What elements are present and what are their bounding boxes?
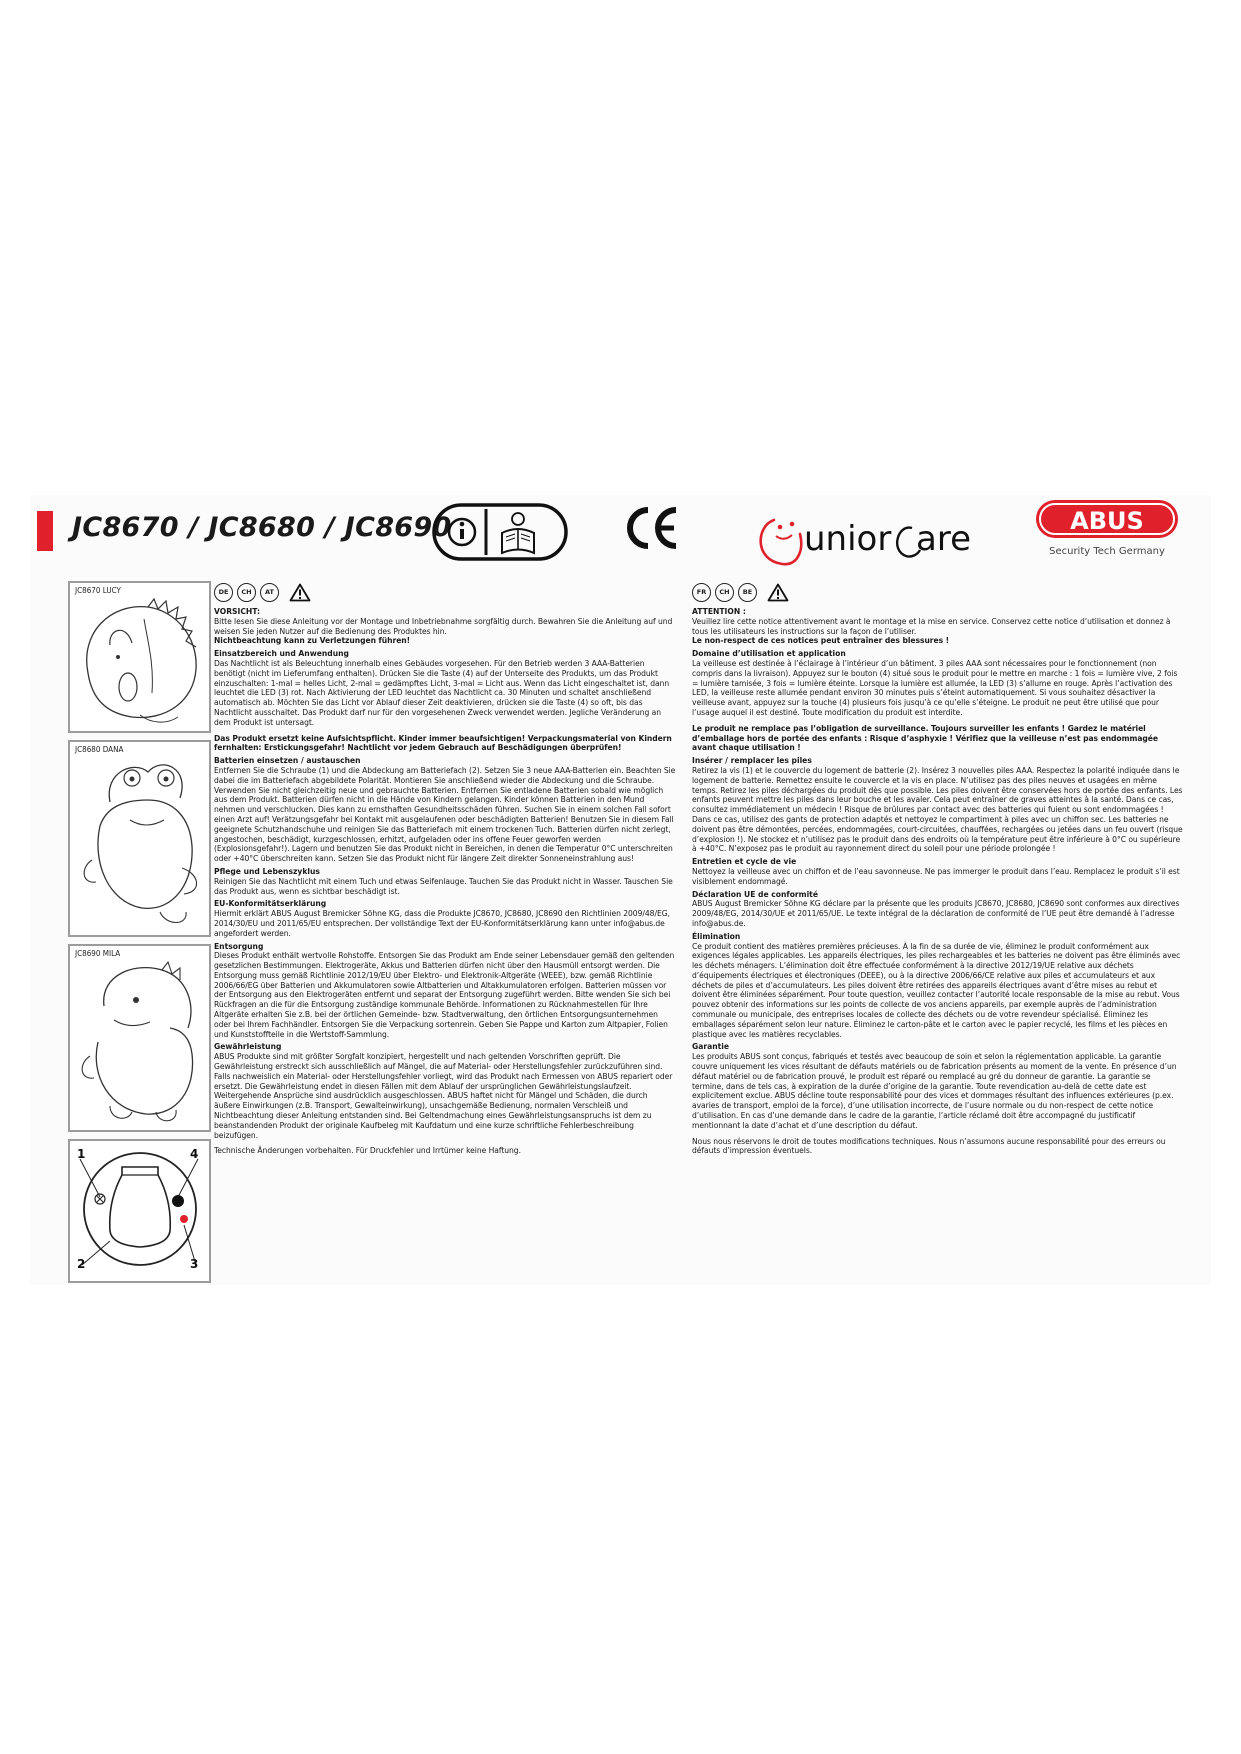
page-title: JC8670 / JC8680 / JC8690 <box>72 512 452 543</box>
section-disclaimer <box>214 1146 676 1156</box>
text-care: Reinigen Sie das Nachtlicht mit einem Tuch und etwas Seifenlauge. Tauchen Sie das Produkt nicht in Wasser. Tauschen Sie das Produkt aus, wenn es sichtbar beschädigt ist. <box>214 876 673 896</box>
section-supervision <box>692 724 1183 753</box>
product-frame-dana <box>68 740 211 937</box>
flag-ch: CH <box>715 583 734 602</box>
text-conformity: Hiermit erklärt ABUS August Bremicker Söhne KG, dass die Produkte JC8670, JC8680, JC8690 den Richtlinien 2009/48/EG, 2014/30/EU und 2011/65/EU entsprechen. Der vollständige Text der EU-Konformitätserklärung kann unter info@abus.de angefordert werden. <box>214 909 670 938</box>
heading-warranty: Gewährleistung <box>214 1042 282 1052</box>
section-warning <box>214 607 676 646</box>
section-scope <box>692 649 1183 718</box>
language-flags-fr <box>692 580 1183 604</box>
text-warranty: ABUS Produkte sind mit größter Sorgfalt konzipiert, hergestellt und nach geltenden Vorschriften geprüft. Die Gewährleistung erstreckt sich ausschließlich auf Mängel, die auf Material- oder Herstellungsfehler zurückzuführen sind. Falls nachweislich ein Material- oder Herstellungsfehler vorliegt, wird das Produkt nach Ermessen von ABUS repariert oder ersetzt. Die Gewährleistung endet in diesen Fällen mit dem Ablauf der ursprünglichen Gewährleistungslaufzeit. Weitergehende Ansprüche sind ausdrücklich ausgeschlossen. ABUS haftet nicht für Mängel und Schäden, die durch äußere Einwirkungen (z.B. Transport, Gewalteinwirkung), unsachgemäße Bedienung, normalen Verschleiß und Nichtbeachtung dieser Anleitung entstanden sind. Bei Geltendmachung eines Gewährleistungsanspruchs ist dem zu beanstandenden Produkt der originale Kaufbeleg mit Kaufdatum und eine kurze schriftliche Fehlerbeschreibung beizufügen. <box>214 1052 673 1140</box>
flag-be: BE <box>738 583 757 602</box>
text-warranty: Les produits ABUS sont conçus, fabriqués et testés avec beaucoup de soin et selon la réglementation applicable. La garantie couvre uniquement les vices résultant de défauts matériels ou de fabrication présents au moment de la vente. En présence d’un défaut matériel ou de fabrication prouvé, le produit est réparé ou remplacé au gré du donneur de garantie. La garantie se termine, dans de tels cas, à expiration de la durée d’origine de la garantie. Toute revendication au-delà de cette date est explicitement exclue. ABUS décline toute responsabilité pour des vices et dommages résultant des influences extérieures (p.ex. avaries de transport, emploi de la force), d’une utilisation incorrecte, de l’usure normale ou du non-respect de cette notice d’utilisation. En cas d’une demande dans le cadre de la garantie, l’article réclamé doit être accompagné du justificatif mentionnant la date d’achat et d’une description du défaut. <box>692 1052 1177 1130</box>
callout-3: 3 <box>190 1257 199 1271</box>
text-warning: Bitte lesen Sie diese Anleitung vor der Montage und Inbetriebnahme sorgfältig durch. Bewahren Sie die Anleitung auf und weisen Sie jeden Nutzer auf die Bedienung des Produktes hin. <box>214 616 673 636</box>
read-manual-icon <box>432 503 568 565</box>
text-warning-bold: Le non-respect de ces notices peut entraîner des blessures ! <box>692 636 950 646</box>
section-warning <box>692 607 1183 646</box>
section-warranty <box>692 1042 1183 1130</box>
product-label-dana: JC8680 DANA <box>75 745 124 754</box>
brand-accent-bar <box>37 511 53 551</box>
frog-illustration <box>70 742 209 935</box>
text-disposal: Dieses Produkt enthält wertvolle Rohstoffe. Entsorgen Sie das Produkt am Ende seiner Lebensdauer gemäß den geltenden gesetzlichen Bestimmungen. Elektrogeräte, Akkus und Batterien dürfen nicht über den Hausmüll entsorgt werden. Die Entsorgung muss gemäß Richtlinie 2012/19/EU über Elektro- und Elektronik-Altgeräte (WEEE), bzw. gemäß Richtlinie 2006/66/EG über Batterien und Akkumulatoren sowie Altbatterien und Altakkumulatoren erfolgen. Batterien müssen vor der Entsorgung aus den Elektrogeräten entfernt und separat der Entsorgung zugeführt werden. Bitte wenden Sie sich bei Rückfragen an die für die Entsorgung zuständige kommunale Behörde. Informationen zu Rücknahmestellen für Ihre Altgeräte erhalten Sie z.B. bei der örtlichen Gemeinde- bzw. Stadtverwaltung, den örtlichen Entsorgungsunternehmen oder bei Ihrem Fachhändler. Entsorgen Sie die Verpackung sortenrein. Geben Sie Pappe und Karton zum Altpapier, Folien und Kunststoffteile in die Wertstoff-Sammlung. <box>214 951 675 1039</box>
heading-conformity: Déclaration UE de conformité <box>692 889 818 899</box>
german-instructions <box>214 580 676 1156</box>
flag-at: AT <box>260 583 279 602</box>
abus-wordmark: ABUS <box>1070 507 1144 535</box>
section-disclaimer <box>692 1137 1183 1157</box>
product-label-mila: JC8690 MILA <box>75 949 121 958</box>
text-battery: Retirez la vis (1) et le couvercle du logement de batterie (2). Insérez 3 nouvelles piles AAA. Respectez la polarité indiquée dans le logement de batterie. Remettez ensuite le couvercle et la vis en place. N’utilisez pas des piles neuves et usagées en même temps. Retirez les piles déchargées du produit dès que possible. Les piles doivent être conservées hors de portée des enfants. Les enfants peuvent mettre les piles dans leur bouche et les avaler. Cela peut entraîner de graves atteintes à la santé. Dans ce cas, consultez immédiatement un médecin ! Risque de brûlures par contact avec des batteries qui fuient ou sont endommagées ! Dans ce cas, utilisez des gants de protection adaptés et nettoyez le compartiment à piles avec un chiffon sec. Les batteries ne doivent pas être démontées, percées, endommagées, court-circuitées, chauffées, rechargées ou jetées dans un feu ouvert (risque d’explosion !). Ne stockez et n’utilisez pas le produit dans des endroits où la température peut être inférieure à 0°C ou supérieure à +40°C. N’exposez pas le produit au rayonnement direct du soleil pour une période prolongée ! <box>692 765 1183 854</box>
section-battery <box>214 756 676 864</box>
callout-2: 2 <box>77 1257 86 1271</box>
text-supervision: Das Produkt ersetzt keine Aufsichtspflicht. Kinder immer beaufsichtigen! Verpackungsmaterial von Kindern fernhalten: Erstickungsgefahr! Nachtlicht vor jedem Gebrauch auf Beschädigungen überprüfen! <box>214 733 672 753</box>
abus-tagline: Security Tech Germany <box>1049 546 1165 557</box>
text-battery: Entfernen Sie die Schraube (1) und die Abdeckung am Batteriefach (2). Setzen Sie 3 neue AAA-Batterien ein. Beachten Sie dabei die im Batteriefach abgebildete Polarität. Montieren Sie anschließend wieder die Abdeckung und die Schraube. Verwenden Sie nicht gleichzeitig neue und gebrauchte Batterien. Entfernen Sie entladene Batterien sobald wie möglich aus dem Produkt. Batterien dürfen nicht in die Hände von Kindern gelangen. Kinder können Batterien in den Mund nehmen und verschlucken. Dies kann zu ernsthaften Gesundheitsschäden führen. Suchen Sie in einem solchen Fall sofort einen Arzt auf! Verätzungsgefahr bei Kontakt mit ausgelaufenen oder beschädigten Batterien! Benutzen Sie in diesem Fall geeignete Schutzhandschuhe und reinigen Sie das Batteriefach mit einem trockenen Tuch. Batterien dürfen nicht zerlegt, angestochen, beschädigt, kurzgeschlossen, erhitzt, aufgeladen oder ins offene Feuer geworfen werden (Explosionsgefahr!). Lagern und benutzen Sie das Produkt nicht in Bereichen, in denen die Temperatur 0°C unterschreiten oder +40°C überschreiten kann. Setzen Sie das Produkt nicht für längere Zeit direkter Sonneneinstrahlung aus! <box>214 765 676 864</box>
svg-text:unior: unior <box>804 519 892 559</box>
text-conformity: ABUS August Bremicker Söhne KG déclare par la présente que les produits JC8670, JC8680, JC8690 sont conformes aux directives 2009/48/EG, 2014/30/UE et 2011/65/UE. Le texte intégral de la déclaration de conformité de l’UE peut être demandé à l’adresse info@abus.de. <box>692 899 1180 928</box>
french-instructions <box>692 580 1183 1156</box>
flag-fr: FR <box>692 583 711 602</box>
hedgehog-illustration <box>70 583 209 731</box>
section-battery <box>692 756 1183 854</box>
heading-disposal: Entsorgung <box>214 941 264 951</box>
heading-battery: Batterien einsetzen / austauschen <box>214 756 361 766</box>
section-conformity <box>692 890 1183 929</box>
battery-diagram-frame <box>68 1139 211 1283</box>
language-flags-de <box>214 580 676 604</box>
button-icon <box>172 1195 184 1207</box>
text-disclaimer: Nous nous réservons le droit de toutes modifications techniques. Nous n’assumons aucune responsabilité pour des erreurs ou défauts d’impression éventuels. <box>692 1136 1166 1156</box>
heading-warning: ATTENTION : <box>692 607 746 616</box>
ce-mark-icon <box>624 505 680 555</box>
heading-care: Entretien et cycle de vie <box>692 857 797 867</box>
product-frame-lucy <box>68 581 211 733</box>
heading-care: Pflege und Lebenszyklus <box>214 866 320 876</box>
text-warning: Veuillez lire cette notice attentivement avant le montage et la mise en service. Conservez cette notice d’utilisation et donnez à tous les utilisateurs les instructions sur la façon de l’utiliser. <box>692 616 1171 636</box>
text-warning-bold: Nichtbeachtung kann zu Verletzungen führen! <box>214 636 411 646</box>
section-care <box>692 857 1183 886</box>
text-scope: Das Nachtlicht ist als Beleuchtung innerhalb eines Gebäudes vorgesehen. Für den Betrieb werden 3 AAA-Batterien benötigt (nicht im Lieferumfang enthalten). Drücken Sie die Taste (4) auf der Unterseite des Produkts, um das Produkt einzuschalten: 1-mal = helles Licht, 2-mal = gedämpftes Licht, 3-mal = Licht aus. Wenn das Licht eingeschaltet ist, dann leuchtet die LED (3) rot. Nach Aktivierung der LED leuchtet das Nachtlicht ca. 30 Minuten und schaltet anschließend automatisch ab. Möchten Sie das Licht vor Ablauf dieser Zeit deaktivieren, drücken sie die Taste (4) so oft, bis das Nachtlicht ausschaltet. Das Produkt darf nur für den vorgesehenen Zweck verwendet werden. Jegliche Veränderung an dem Produkt ist untersagt. <box>214 658 670 727</box>
abus-logo <box>1034 497 1180 563</box>
section-disposal <box>692 932 1183 1040</box>
text-disclaimer: Technische Änderungen vorbehalten. Für Druckfehler und Irrtümer keine Haftung. <box>214 1146 521 1156</box>
heading-battery: Insérer / remplacer les piles <box>692 756 812 766</box>
heading-warning: VORSICHT: <box>214 607 261 616</box>
section-care <box>214 867 676 896</box>
flag-de: DE <box>214 583 233 602</box>
warning-icon <box>767 583 789 602</box>
text-supervision: Le produit ne remplace pas l’obligation de surveillance. Toujours surveiller les enfants ! Gardez le matériel d’emballage hors de portée des enfants : Risque d’asphyxie ! Vérifiez que la veilleuse n’est pas endommagée avant chaque utilisation ! <box>692 723 1158 753</box>
dinosaur-illustration <box>70 946 209 1130</box>
section-warranty <box>214 1042 676 1140</box>
led-icon <box>180 1215 188 1223</box>
heading-conformity: EU-Konformitätserklärung <box>214 899 327 909</box>
svg-text:are: are <box>916 519 971 559</box>
battery-compartment-diagram <box>70 1141 209 1281</box>
text-disposal: Ce produit contient des matières premières précieuses. À la fin de sa durée de vie, éliminez le produit conformément aux exigences légales applicables. Les appareils électriques, les piles rechargeables et les batteries ne doivent pas être éliminés avec les déchets ménagers. L’élimination doit être effectuée conformément à la directive 2012/19/UE relative aux déchets d’équipements électriques et électroniques (DEEE), ou à la directive 2006/66/CE relative aux piles et accumulateurs et aux déchets de piles et d’accumulateurs. Les piles doivent être retirées des appareils électriques avant d’être mises au rebut et doivent être éliminées séparément. Pour toute question, veuillez contacter l’autorité locale responsable de la mise au rebut. Vous pouvez obtenir des informations sur les points de collecte de vos anciens appareils, par exemple auprès de l’administration communale ou municipale, des entreprises locales de collecte des déchets ou de votre revendeur spécialisé. Éliminez les emballages séparément selon leur nature. Éliminez le carton-pâte et le carton avec le papier recyclé, les films et les pièces en plastique avec les matières recyclables. <box>692 941 1181 1039</box>
heading-scope: Domaine d’utilisation et application <box>692 649 846 659</box>
flag-ch: CH <box>237 583 256 602</box>
callout-1: 1 <box>77 1147 86 1161</box>
junior-care-logo <box>752 500 982 572</box>
product-label-lucy: JC8670 LUCY <box>75 586 121 595</box>
heading-disposal: Élimination <box>692 931 741 941</box>
heading-scope: Einsatzbereich und Anwendung <box>214 649 349 659</box>
text-scope: La veilleuse est destinée à l’éclairage à l’intérieur d’un bâtiment. 3 piles AAA sont nécessaires pour le fonctionnement (non compris dans la livraison). Appuyez sur le bouton (4) situé sous le produit pour le mettre en marche : 1 fois = lumière vive, 2 fois = lumière tamisée, 3 fois = lumière éteinte. Lorsque la lumière est allumée, la LED (3) s’allume en rouge. Après l’activation des LED, la veilleuse reste allumée pendant environ 30 minutes puis s’éteint automatiquement. Si vous souhaitez désactiver la veilleuse avant, appuyez sur la touche (4) plusieurs fois jusqu’à ce qu’elle s’éteigne. Le produit ne peut être utilisé que pour l’usage auquel il est destiné. Toute modification du produit est interdite. <box>692 658 1178 717</box>
section-disposal <box>214 942 676 1040</box>
section-scope <box>214 649 676 727</box>
section-conformity <box>214 899 676 938</box>
callout-4: 4 <box>190 1147 199 1161</box>
product-frame-mila <box>68 944 211 1132</box>
text-care: Nettoyez la veilleuse avec un chiffon et de l’eau savonneuse. Ne pas immerger le produit dans l’eau. Remplacez le produit s’il est visiblement endommagé. <box>692 866 1180 886</box>
heading-warranty: Garantie <box>692 1042 730 1052</box>
warning-icon <box>289 583 311 602</box>
section-supervision <box>214 734 676 754</box>
